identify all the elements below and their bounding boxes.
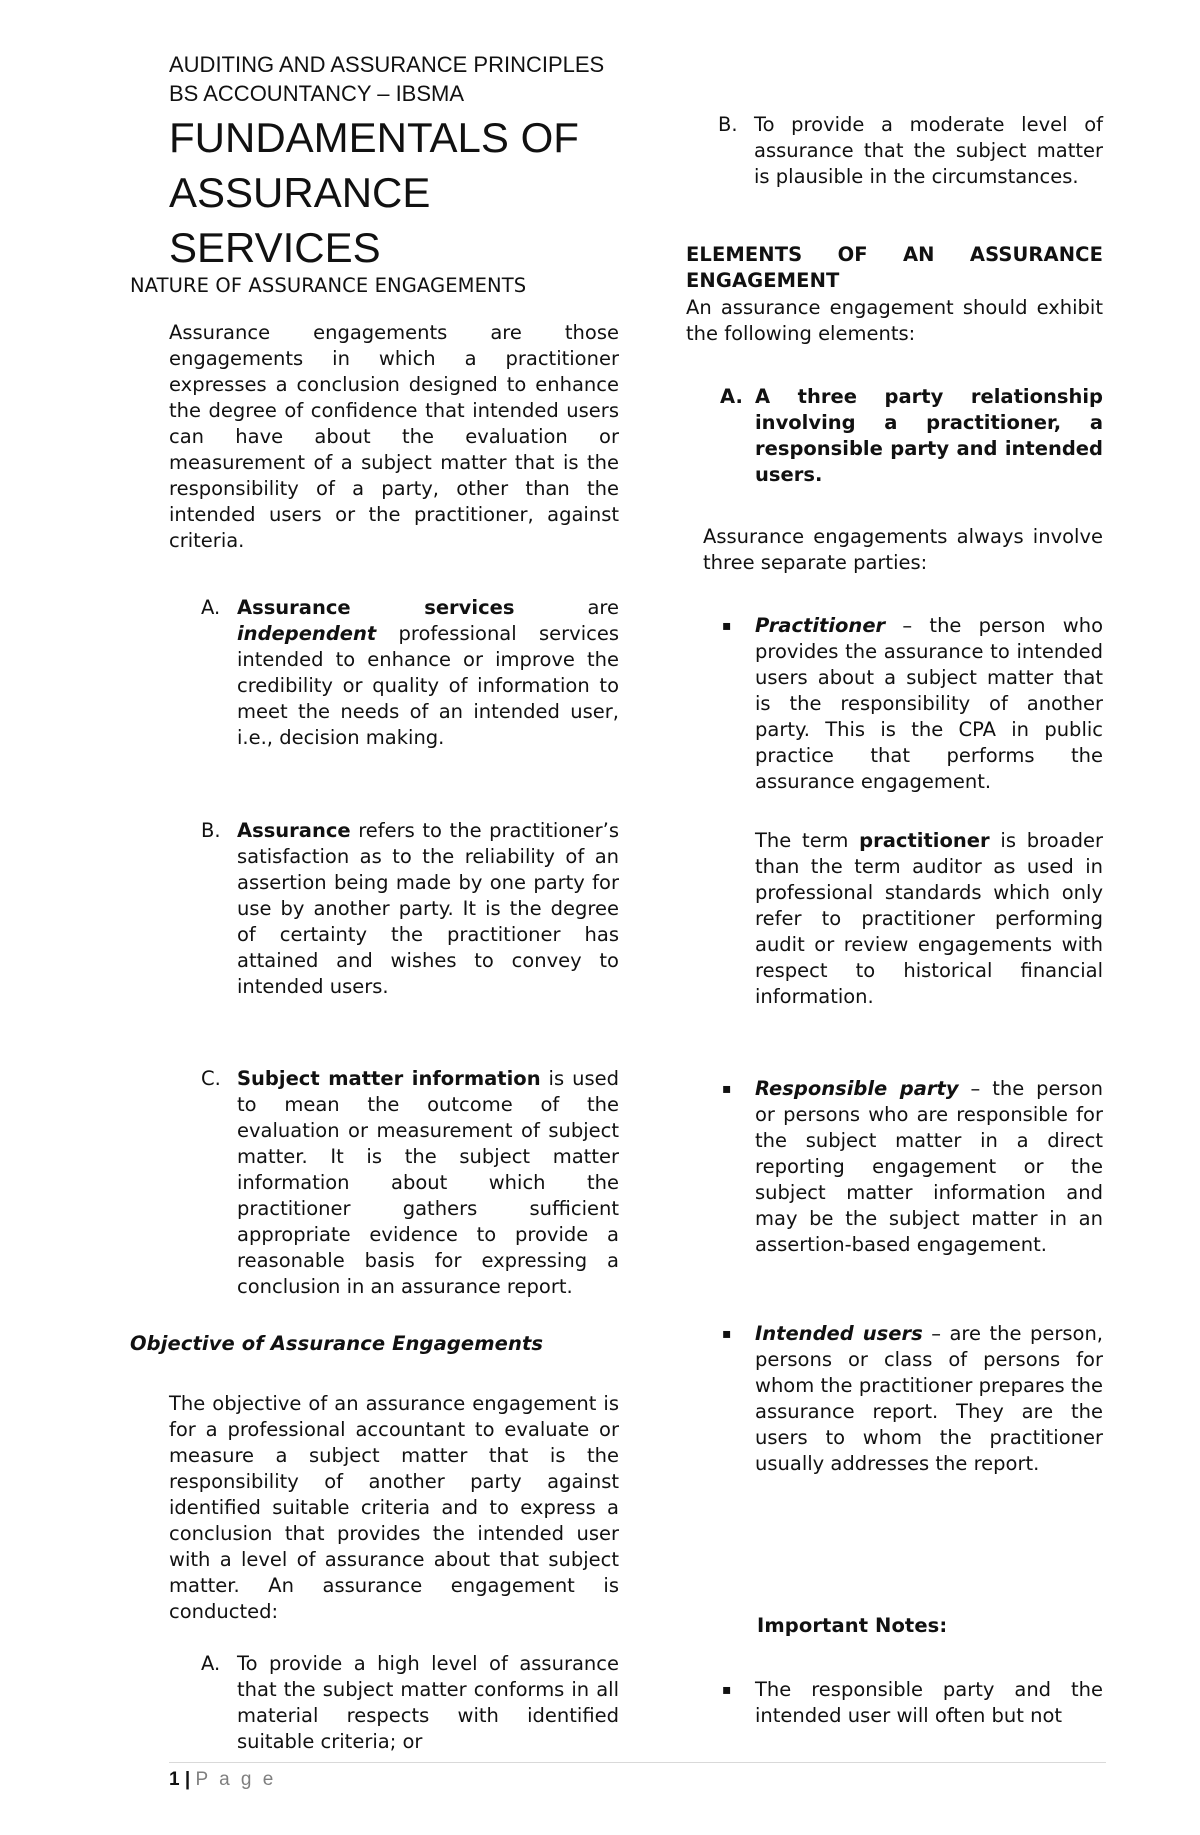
page-label: P a g e	[195, 1769, 277, 1790]
nature-item-c-text: is used to mean the outcome of the evaluation or measurement of subject matter. It is the subject matter information about which the practitioner gathers sufficient appropriate evidence to provide a reasonable basis for expressing a conclusion in an assurance report.	[237, 1067, 620, 1298]
nature-item-c-term: Subject matter information	[237, 1067, 541, 1090]
bullet-icon: ▪	[722, 618, 732, 634]
nature-item-b-text: refers to the practitioner’s satisfaction as to the reliability of an assertion being made by one party for use by another party. It is the degree of certainty the practitioner has attained and wishes to convey to intended users.	[237, 819, 619, 998]
party-intended-users-text: – are the person, persons or class of persons for whom the practitioner prepares the assurance report. They are the users to whom the practitioner usually addresses the report.	[755, 1322, 1104, 1475]
party-intended-users-term: Intended users	[755, 1322, 923, 1345]
practitioner-note-term: practitioner	[859, 829, 990, 852]
nature-intro-paragraph: Assurance engagements are those engagements in which a practitioner expresses a conclusion designed to enhance the degree of confidence that intended users can have about the evaluation or measurement of a subject matter that is the responsibility of a party, other than the intended users or the practitioner, against criteria.	[169, 321, 619, 552]
objective-heading: Objective of Assurance Engagements	[130, 1332, 544, 1355]
party-practitioner	[755, 613, 1103, 795]
nature-item-a-marker: A.	[201, 596, 221, 619]
footer-divider	[169, 1762, 1106, 1763]
nature-item-a: Assurance services are independent professional services intended to enhance or improve the credibility or quality of information to meet the needs of an intended user, i.e., decision making.	[237, 596, 620, 749]
party-responsible-term: Responsible party	[755, 1077, 959, 1100]
parties-intro: Assurance engagements always involve three separate parties:	[703, 525, 1103, 574]
nature-heading: NATURE OF ASSURANCE ENGAGEMENTS	[130, 274, 527, 297]
party-intended-users	[755, 1321, 1103, 1477]
program-label: BS ACCOUNTANCY – IBSMA	[169, 81, 465, 106]
page-footer	[169, 1768, 276, 1792]
party-practitioner-term: Practitioner	[755, 614, 886, 637]
nature-item-a-term: Assurance services	[237, 596, 515, 619]
party-responsible-text: – the person or persons who are responsible for the subject matter in a direct reporting engagement or the subject matter information and may be the subject matter in an assertion-based engagement.	[755, 1077, 1103, 1256]
course-title: AUDITING AND ASSURANCE PRINCIPLES	[169, 52, 605, 77]
objective-item-a: To provide a high level of assurance that the subject matter conforms in all material respects with identified suitable criteria; or	[237, 1652, 619, 1753]
objective-item-b: To provide a moderate level of assurance that the subject matter is plausible in the circumstances.	[754, 113, 1103, 188]
elements-item-a-marker: A.	[720, 385, 743, 408]
note-item: The responsible party and the intended user will often but not	[755, 1678, 1103, 1727]
notes-heading: Important Notes:	[757, 1614, 948, 1637]
party-responsible	[755, 1076, 1103, 1258]
nature-item-a-text: professional services intended to enhance or improve the credibility or quality of information to meet the needs of an intended user, i.e., decision making.	[237, 622, 619, 749]
document-title: FUNDAMENTALS OF ASSURANCE SERVICES	[169, 114, 579, 271]
elements-item-a: A three party relationship involving a practitioner, a responsible party and intended users.	[755, 385, 1103, 486]
bullet-icon: ▪	[722, 1682, 732, 1698]
elements-intro: An assurance engagement should exhibit the following elements:	[686, 296, 1103, 345]
party-practitioner-text: – the person who provides the assurance to intended users about a subject matter that is the responsibility of another party. This is the CPA in public practice that performs the assurance engagement.	[755, 614, 1103, 793]
nature-item-a-emphasis: independent	[237, 622, 377, 645]
footer-separator: |	[184, 1769, 191, 1790]
bullet-icon: ▪	[722, 1081, 732, 1097]
nature-item-b	[237, 818, 619, 1000]
nature-item-b-term: Assurance	[237, 819, 351, 842]
nature-item-b-marker: B.	[201, 819, 221, 842]
objective-paragraph: The objective of an assurance engagement is for a professional accountant to evaluate or measure a subject matter that is the responsibility of another party against identified suitable criteria and to express a conclusion that provides the intended user with a level of assurance about that subject matter. An assurance engagement is conducted:	[169, 1392, 619, 1623]
objective-item-b-marker: B.	[718, 113, 738, 136]
objective-item-a-marker: A.	[201, 1652, 221, 1675]
elements-heading: ELEMENTS OF AN ASSURANCE ENGAGEMENT	[686, 243, 1103, 292]
page-number: 1	[169, 1769, 180, 1790]
nature-item-c	[237, 1066, 619, 1300]
nature-item-c-marker: C.	[201, 1067, 221, 1090]
bullet-icon: ▪	[722, 1326, 732, 1342]
practitioner-note: The term practitioner is broader than the term auditor as used in professional standards which only refer to practitioner performing audit or review engagements with respect to historical financial information.	[755, 829, 1104, 1008]
